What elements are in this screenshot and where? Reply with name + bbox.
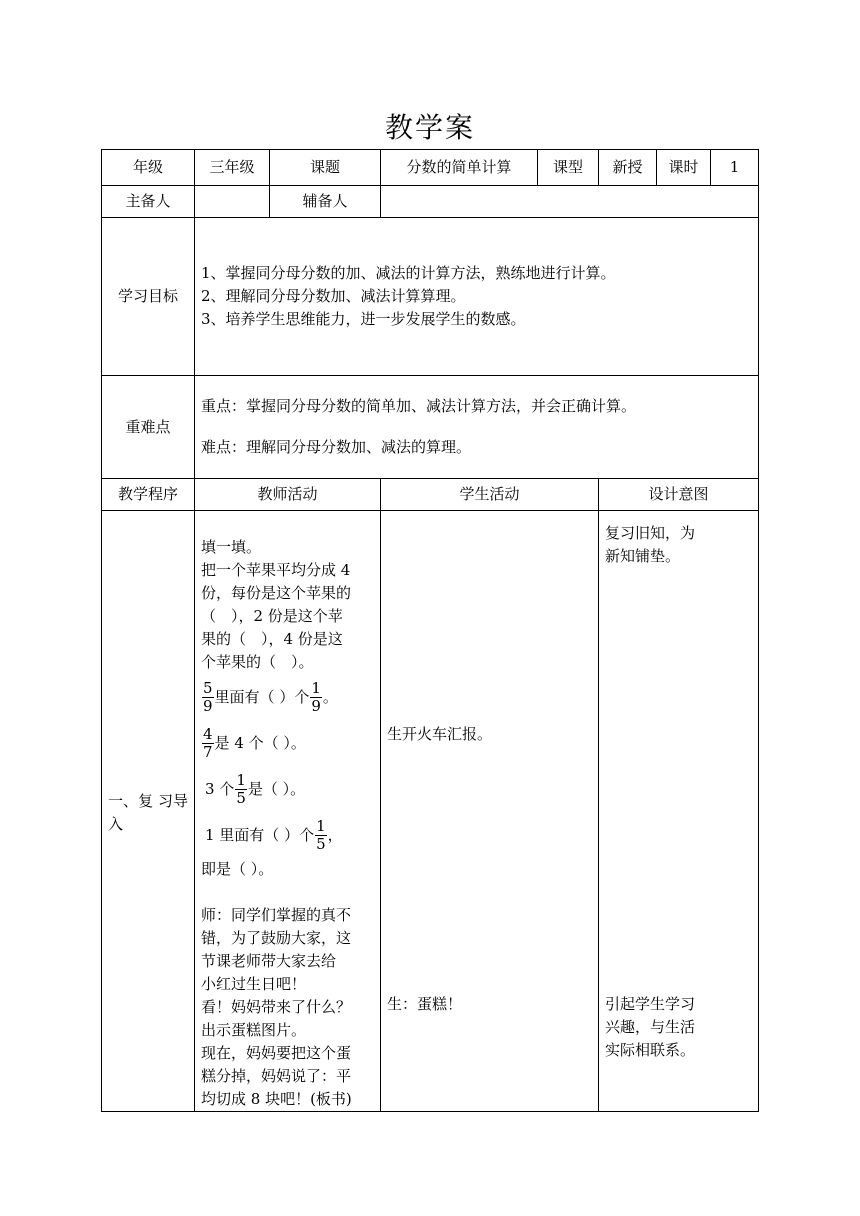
apple-line: （ ），2 份是这个苹 [201,607,343,625]
difficulty-point: 难点：理解同分母分数加、减法的算理。 [201,438,472,456]
period-label: 课时 [657,150,711,186]
teacher-talk-line: 出示蛋糕图片。 [201,1021,307,1039]
intent-line: 实际相联系。 [605,1040,696,1059]
main-preparer-value [195,186,270,218]
intent-line: 新知铺垫。 [605,546,681,565]
question-text: 是 4 个（ ）。 [214,733,306,752]
teacher-talk-line: 小红过生日吧！ [201,975,307,993]
student-header: 学生活动 [381,479,599,511]
fraction: $\frac{1}{5}$ [316,816,326,853]
procedure-header: 教学程序 [102,479,195,511]
fraction: $\frac{5}{9}$ [203,678,213,715]
grade-value: 三年级 [195,150,270,186]
intent-header: 设计意图 [599,479,759,511]
question-text: 是（ ）。 [247,779,306,798]
column-header-row [102,479,759,511]
topic-value: 分数的简单计算 [381,150,538,186]
fraction-question-1 [201,674,374,720]
apple-line: 个苹果的（ ）。 [201,653,314,671]
objectives-row [102,218,759,376]
objectives-content [195,218,759,376]
apple-line: 把一个苹果平均分成 4 [201,561,351,579]
teacher-talk-line: 节课老师带大家去给 [201,952,337,970]
assistant-preparer-label: 辅备人 [270,186,381,218]
objective-item: 1、掌握同分母分数的加、减法的计算方法，熟练地进行计算。 [201,264,616,282]
objective-item: 2、理解同分母分数加、减法计算算理。 [201,287,466,305]
type-label: 课型 [538,150,599,186]
objective-item: 3、培养学生思维能力，进一步发展学生的数感。 [201,310,526,328]
question-text: 即是（ ）。 [201,860,274,878]
question-text: ， [327,825,343,844]
assistant-preparer-value [381,186,759,218]
period-value: 1 [711,150,759,186]
page-title: 教学案 [384,111,475,144]
fraction-question-2 [201,720,374,766]
teacher-talk-line: 看！妈妈带来了什么？ [201,998,352,1016]
fraction-question-3 [201,766,374,812]
fraction: $\frac{1}{5}$ [236,770,246,807]
grade-label: 年级 [102,150,195,186]
objectives-label: 学习目标 [102,218,195,376]
key-point: 重点：掌握同分母分数的简单加、减法计算方法，并会正确计算。 [201,397,637,415]
teacher-talk-line: 糕分掉，妈妈说了：平 [201,1067,352,1085]
intent-line: 兴趣，与生活 [605,1017,696,1036]
topic-label: 课题 [270,150,381,186]
fraction: $\frac{1}{9}$ [311,678,321,715]
section-row [102,511,759,1112]
fill-title: 填一填。 [201,538,262,556]
question-text: 3 个 [205,779,235,798]
intent-line: 引起学生学习 [605,994,696,1013]
apple-line: 份，每份是这个苹果的 [201,584,352,602]
apple-line: 果的（ ），4 份是这 [201,630,343,648]
procedure-text: 一、复 习导入 [108,791,188,833]
main-preparer-label: 主备人 [102,186,195,218]
question-text: 1 里面有（ ）个 [205,825,315,844]
key-points-content [195,376,759,479]
teacher-talk-line: 均切成 8 块吧！(板书) [201,1090,352,1108]
student-report: 生开火车汇报。 [387,724,493,743]
fraction: $\frac{4}{7}$ [203,724,213,761]
key-points-label: 重难点 [102,376,195,479]
intent-cell [599,511,759,1112]
fraction-question-4 [201,812,374,858]
teacher-talk-line: 错，为了鼓励大家，这 [201,929,352,947]
question-text: 。 [322,687,338,706]
staff-row [102,186,759,218]
teacher-cell [195,511,381,1112]
question-text: 里面有（ ）个 [214,687,310,706]
key-points-row [102,376,759,479]
student-cell [381,511,599,1112]
teacher-header: 教师活动 [195,479,381,511]
teacher-talk-line: 现在，妈妈要把这个蛋 [201,1044,352,1062]
header-row [102,150,759,186]
procedure-cell [102,511,195,1112]
student-answer: 生：蛋糕！ [387,994,463,1013]
teacher-talk-line: 师：同学们掌握的真不 [201,906,352,924]
lesson-plan-table [101,149,759,1112]
intent-line: 复习旧知，为 [605,523,696,542]
type-value: 新授 [599,150,657,186]
